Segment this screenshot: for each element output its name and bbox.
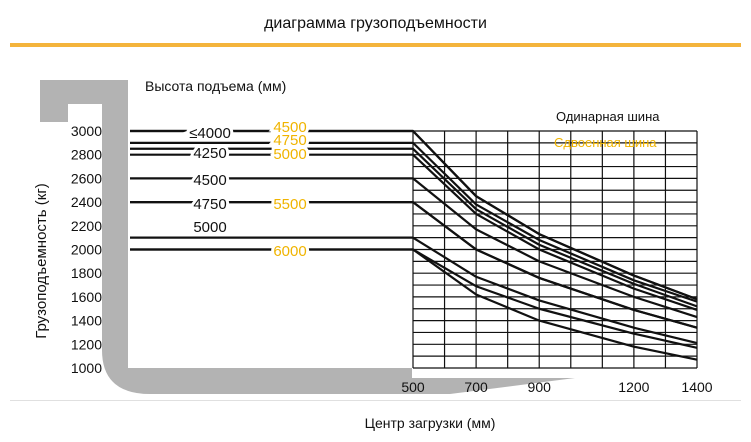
y-tick-label: 1600 bbox=[70, 288, 102, 305]
y-tick-label: 1800 bbox=[70, 265, 102, 282]
x-tick-label: 900 bbox=[527, 379, 551, 395]
legend-dual: Сдвоенная шина bbox=[554, 135, 657, 150]
y-axis-label: Грузоподъемность (кг) bbox=[33, 183, 50, 339]
y-tick-label: 2400 bbox=[70, 194, 102, 211]
x-tick-label: 500 bbox=[401, 379, 425, 395]
frame-axis bbox=[102, 100, 575, 394]
y-tick-label: 1000 bbox=[70, 360, 102, 376]
y-tick-label: 1200 bbox=[70, 336, 102, 353]
x-axis-label: Центр загрузки (мм) bbox=[364, 415, 496, 431]
chart-title: диаграмма грузоподъемности bbox=[10, 5, 741, 43]
series-label: 4750 bbox=[193, 196, 227, 213]
y-tick-label: 2600 bbox=[70, 170, 102, 187]
x-tick-label: 1200 bbox=[618, 379, 650, 395]
series-label: 4250 bbox=[193, 145, 227, 162]
y-tick-label: 2800 bbox=[70, 146, 102, 163]
series-label: 4500 bbox=[193, 172, 227, 189]
y-tick-label: 3000 bbox=[70, 123, 102, 139]
series-label: 5000 bbox=[193, 219, 227, 236]
series-label: 5500 bbox=[273, 196, 307, 213]
y-tick-label: 1400 bbox=[70, 312, 102, 329]
series-label: 4750 bbox=[273, 132, 307, 149]
series-label: 6000 bbox=[273, 243, 307, 260]
lift-height-label: Высота подъема (мм) bbox=[145, 78, 287, 94]
series-label: ≤4000 bbox=[189, 125, 231, 142]
y-tick-label: 2200 bbox=[70, 217, 102, 234]
y-tick-label: 2000 bbox=[70, 241, 102, 258]
series-label: 5000 bbox=[273, 146, 307, 163]
series-label: 4500 bbox=[273, 119, 307, 136]
x-tick-label: 1400 bbox=[681, 379, 713, 395]
x-tick-label: 700 bbox=[464, 379, 488, 395]
legend-single: Одинарная шина bbox=[556, 109, 660, 124]
